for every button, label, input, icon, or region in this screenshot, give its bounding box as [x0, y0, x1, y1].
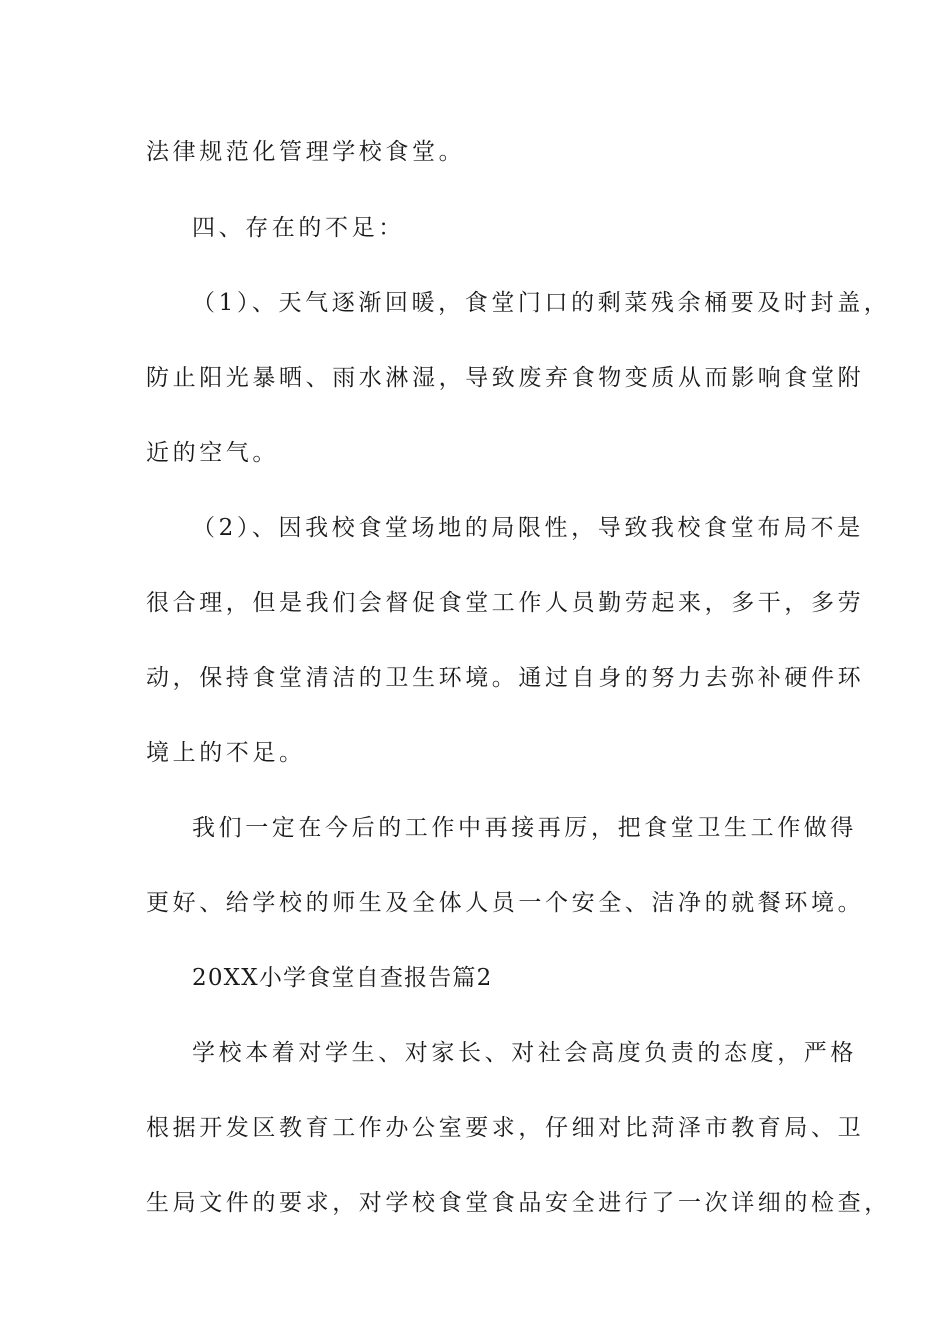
- text-line: （1）、天气逐渐回暖，食堂门口的剩菜残余桶要及时封盖，: [192, 290, 891, 316]
- text-line: 学校本着对学生、对家长、对社会高度负责的态度，严格: [192, 1040, 857, 1066]
- text-line: 近的空气。: [146, 440, 279, 466]
- text-line: 我们一定在今后的工作中再接再厉，把食堂卫生工作做得: [192, 815, 857, 841]
- report-title: 20XX小学食堂自查报告篇2: [192, 965, 493, 991]
- text-line: 很合理，但是我们会督促食堂工作人员勤劳起来，多干，多劳: [146, 590, 865, 616]
- text-line: 境上的不足。: [146, 740, 306, 766]
- text-line: 防止阳光暴晒、雨水淋湿，导致废弃食物变质从而影响食堂附: [146, 365, 865, 391]
- text-line: 动，保持食堂清洁的卫生环境。通过自身的努力去弥补硬件环: [146, 665, 865, 691]
- section-heading: 四、存在的不足：: [192, 215, 405, 241]
- text-line: 更好、给学校的师生及全体人员一个安全、洁净的就餐环境。: [146, 890, 865, 916]
- text-line: 根据开发区教育工作办公室要求，仔细对比菏泽市教育局、卫: [146, 1115, 865, 1141]
- text-line: 生局文件的要求，对学校食堂食品安全进行了一次详细的检查，: [146, 1190, 891, 1216]
- text-line: 法律规范化管理学校食堂。: [146, 139, 466, 165]
- text-line: （2）、因我校食堂场地的局限性，导致我校食堂布局不是: [192, 515, 864, 541]
